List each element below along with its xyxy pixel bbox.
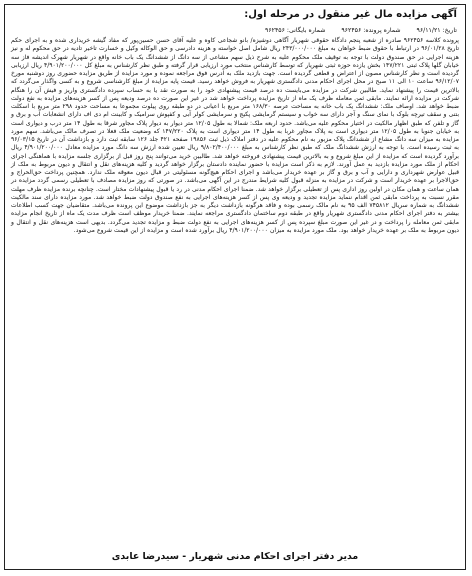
notice-date: تاریخ: ۹۶/۱۱/۲۱	[416, 27, 457, 34]
notice-body: پرونده کلاسه ۹۶۲۴۵۶ صادره از شعبه پنجم دادگاه حقوقی شهریار آگاهی دوشیزه/ بانو شجاعی کاوه و علیه آقای حسن حسین‌پور که مفاد گیشه خریداری شده و به اجرای حکم تاریخ ۹۶/۰۱/۲۸ در ارتباط با حقوق ضبط خواهان به مبلغ ۲۴۳/۰۰۰/۰۰۰ ریال شامل اصل خواسته و هزینه دادرسی و حق الوکاله وکیل و خسارت تاخیر تادیه در حق محکوم له و نیز هزینه اجرایی در حق صندوق دولت با توجه به توقیف ملک محکوم علیه به شرح ذیل سهم مشاعی از سه دانگ از ششدانگ یک باب خانه واقع در شهریار شهرک اندیشه فاز سه خیابان گلها پلاک ثبتی ۱۴۷/۲۲۱ بخش یازده حوزه ثبتی شهریار که توسط کارشناس منتخب مورد ارزیابی قرار گرفته و طبق نظر کارشناس به مبلغ کل ۴/۹۰۱/۲۰۰/۰۰۰ ریال ارزیابی گردیده است و نظر کارشناس مصون از اعتراض و قطعی گردیده است. جهت بازدید ملک به آدرس فوق مراجعه نموده و مورد مزایده از طریق مزایده حضوری روز دوشنبه مورخ ۹۶/۱۲/۰۷ ساعت ۱۰ الی ۱۱ صبح در محل اجرای احکام مدنی دادگستری شهریار به فروش خواهد رسید. قیمت پایه مزایده از مبلغ کارشناسی شروع و به کسی واگذار می‌گردد که بالاترین قیمت را پیشنهاد نماید. طالبین شرکت در مزایده می‌بایست ده درصد قیمت پیشنهادی خود را به صورت نقد یا به حساب سپرده دادگستری واریز و فیش آن را هنگام شرکت در مزایده ارائه نمایند. مابقی ثمن معامله ظرف یک ماه از تاریخ مزایده پرداخت خواهد شد در غیر این صورت ده درصد ودیعه پس از کسر هزینه‌های مزایده به نفع دولت ضبط خواهد شد. اوصاف ملک: ششدانگ یک باب خانه به مساحت عرصه ۱۶۸/۳۰ متر مربع با اعیانی در دو طبقه روی پیلوت مجموعا به مساحت حدود ۲۹۸ متر مربع با اسکلت بتنی و سقف تیرچه بلوک با نمای سنگ و آجر دارای سه خواب و سیستم گرمایشی پکیج و سرمایشی کولر آبی و کفپوش سرامیک و کابینت ام دی اف دارای انشعابات آب و برق و گاز و تلفن که طبق اظهار مالکیت در اختیار محکوم علیه می‌باشد. حدود اربعه ملک: شمالا به طول ۱۲/۰۵ متر دیوار به دیوار پلاک مجاور شرقا به طول ۱۴ متر درب و دیواری است به خیابان جنوبا به طول ۱۲/۰۵ متر دیواری است به پلاک مجاور غربا به طول ۱۴ متر دیواری است به پلاک ۱۴۷/۲۲۰ که وضعیت ملک فعلا در تصرف مالک می‌باشد. سهم مورد مزایده به میزان سه دانگ مشاع از ششدانگ پلاک مزبور به نام محکوم علیه در دفتر املاک ذیل ثبت ۱۹۸۵۶ صفحه ۴۲۱ جلد ۱۲۶ سابقه ثبت دارد و بازداشت آن در تاریخ ۹۶/۰۳/۱۵ به ثبت رسیده است. با توجه به ارزش ششدانگ ملک که طبق نظر کارشناس به مبلغ ۹/۸۰۲/۴۰۰/۰۰۰ ریال تعیین شده ارزش سه دانگ مورد مزایده معادل ۴/۹۰۱/۲۰۰/۰۰۰ ریال برآورد گردیده است که مزایده از این مبلغ شروع و به بالاترین قیمت پیشنهادی فروخته خواهد شد. طالبین خرید می‌توانند پنج روز قبل از برگزاری جلسه مزایده با هماهنگی اجرای احکام از ملک مورد مزایده بازدید به عمل آورند. لازم به ذکر است مزایده با حضور نماینده دادستان برگزار خواهد گردید و کلیه هزینه‌های نقل و انتقال و دیون مربوط به ملک از قبیل عوارض شهرداری و دارایی و آب و برق و گاز بر عهده خریدار می‌باشد و اجرای احکام هیچ‌گونه مسئولیتی در قبال دیون معوقه ملک ندارد. همچنین پرداخت حق‌الحراج و حق‌الاجرا بر عهده خریدار است و شرکت در مزایده به منزله قبول کلیه شرایط مندرج در این آگهی می‌باشد. در صورتی که روز مزایده مصادف با تعطیلی رسمی گردد مزایده در همان ساعت و همان مکان در اولین روز اداری پس از تعطیلی برگزار خواهد شد. ضمنا اجرای احکام مدنی در رد یا قبول پیشنهادات مختار است. چنانچه برنده مزایده ظرف مهلت مقرر نسبت به پرداخت مابقی ثمن اقدام ننماید مزایده تجدید و ودیعه وی پس از کسر هزینه‌های اجرایی به نفع صندوق دولت ضبط خواهد شد. مورد مزایده دارای سند مالکیت ششدانگ به شماره سریال ۷۴۵۸۱۲ الف ۹۵ به نام مالک رسمی بوده و فاقد هرگونه بازداشت دیگر به جز بازداشت موضوع این پرونده می‌باشد. متقاضیان جهت کسب اطلاعات بیشتر به دفتر اجرای احکام مدنی دادگستری شهریار واقع در طبقه دوم ساختمان دادگستری مراجعه نمایند. ضمنا خریدار موظف است ظرف مدت یک ماه از تاریخ انجام مزایده مابقی ثمن معامله را پرداخت و در غیر این صورت مبلغ سپرده پس از کسر هزینه‌های اجرایی به نفع دولت ضبط و مزایده تجدید می‌گردد. بدیهی است هزینه‌های نقل و انتقال و دیون مربوط به ملک بر عهده خریدار خواهد بود. ملک مورد مزایده به میزان ۴/۹۰۱/۲۰۰/۰۰۰ ریال برآورد شده است و مزایده از این قیمت شروع می‌شود.	[8, 37, 460, 234]
notice-file-number: شماره پرونده: ۹۶۲۴۵۶	[341, 27, 401, 34]
auction-notice	[4, 4, 466, 570]
signature-line: مدیر دفتر اجرای احکام مدنی شهریار - سیدرضا عابدی	[111, 551, 359, 562]
notice-classification: شماره بایگانی: ۹۶۲۴۵۶	[265, 27, 326, 34]
notice-reference-line	[251, 27, 457, 34]
notice-title: آگهی مزایده مال غیر منقول در مرحله اول:	[244, 9, 457, 20]
